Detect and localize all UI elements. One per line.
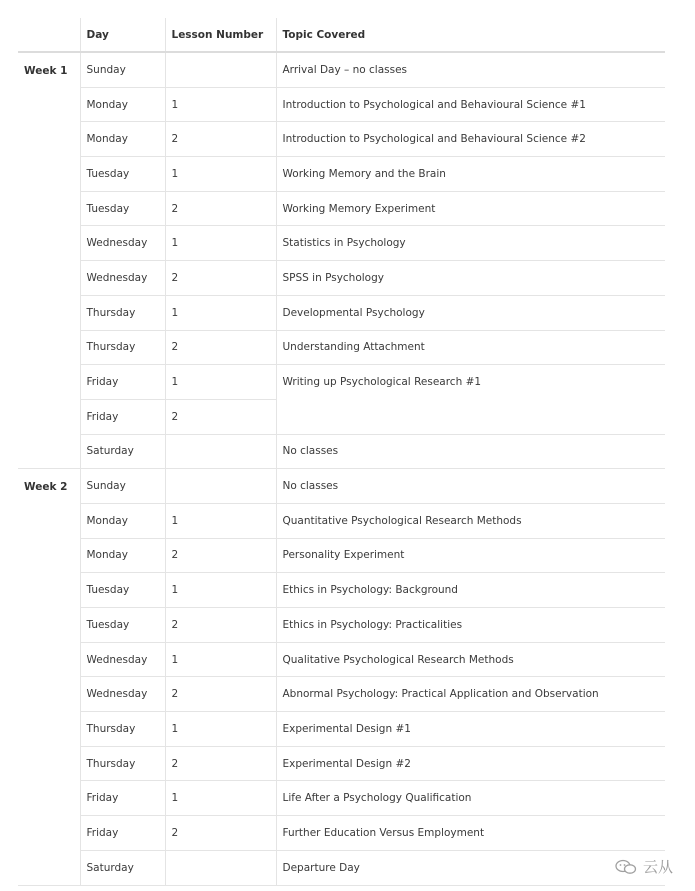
lesson-number-cell: 2 [165, 816, 276, 851]
table-row [18, 608, 665, 643]
topic-cell: Personality Experiment [276, 538, 665, 573]
table-row [18, 330, 665, 365]
lesson-number-cell [165, 850, 276, 885]
chat-bubble-icon [615, 858, 637, 876]
table-row [18, 712, 665, 747]
day-cell: Sunday [80, 469, 165, 504]
watermark [615, 856, 673, 877]
header-topic-covered: Topic Covered [276, 18, 665, 52]
day-cell: Wednesday [80, 261, 165, 296]
table-row [18, 850, 665, 885]
topic-cell: Statistics in Psychology [276, 226, 665, 261]
lesson-number-cell: 1 [165, 365, 276, 400]
table-row [18, 261, 665, 296]
table-row [18, 781, 665, 816]
lesson-number-cell: 1 [165, 642, 276, 677]
week-label: Week 1 [18, 52, 80, 469]
table-row [18, 226, 665, 261]
header-row [18, 18, 665, 52]
topic-cell: No classes [276, 434, 665, 469]
day-cell: Saturday [80, 434, 165, 469]
table-row [18, 469, 665, 504]
topic-cell: Understanding Attachment [276, 330, 665, 365]
table-row [18, 677, 665, 712]
table-row [18, 816, 665, 851]
table-row [18, 365, 665, 400]
table-body [18, 52, 665, 885]
table-row [18, 642, 665, 677]
topic-cell: Working Memory Experiment [276, 191, 665, 226]
table-row [18, 122, 665, 157]
schedule-table [18, 18, 665, 886]
day-cell: Tuesday [80, 157, 165, 192]
lesson-number-cell: 1 [165, 712, 276, 747]
topic-cell: Introduction to Psychological and Behavioural Science #2 [276, 122, 665, 157]
day-cell: Friday [80, 365, 165, 400]
topic-cell: Developmental Psychology [276, 295, 665, 330]
day-cell: Monday [80, 538, 165, 573]
lesson-number-cell: 2 [165, 330, 276, 365]
table-row [18, 191, 665, 226]
topic-cell: Writing up Psychological Research #1 [276, 365, 665, 434]
topic-cell: Ethics in Psychology: Background [276, 573, 665, 608]
topic-cell: SPSS in Psychology [276, 261, 665, 296]
day-cell: Thursday [80, 746, 165, 781]
table-row [18, 52, 665, 87]
lesson-number-cell [165, 434, 276, 469]
lesson-number-cell: 2 [165, 191, 276, 226]
day-cell: Wednesday [80, 226, 165, 261]
day-cell: Wednesday [80, 677, 165, 712]
watermark-text: 云从 [642, 858, 673, 876]
topic-cell: Ethics in Psychology: Practicalities [276, 608, 665, 643]
day-cell: Friday [80, 781, 165, 816]
header-day: Day [80, 18, 165, 52]
day-cell: Saturday [80, 850, 165, 885]
day-cell: Sunday [80, 52, 165, 87]
lesson-number-cell: 1 [165, 226, 276, 261]
day-cell: Tuesday [80, 191, 165, 226]
day-cell: Friday [80, 399, 165, 434]
lesson-number-cell: 1 [165, 503, 276, 538]
topic-cell: Life After a Psychology Qualification [276, 781, 665, 816]
topic-cell: Quantitative Psychological Research Methods [276, 503, 665, 538]
table-row [18, 434, 665, 469]
table-header [18, 18, 665, 52]
lesson-number-cell: 2 [165, 746, 276, 781]
lesson-number-cell: 1 [165, 295, 276, 330]
table-row [18, 538, 665, 573]
day-cell: Thursday [80, 330, 165, 365]
table-row [18, 87, 665, 122]
lesson-number-cell: 2 [165, 122, 276, 157]
topic-cell: Arrival Day – no classes [276, 52, 665, 87]
lesson-number-cell: 2 [165, 608, 276, 643]
table-row [18, 157, 665, 192]
lesson-number-cell [165, 469, 276, 504]
lesson-number-cell: 1 [165, 87, 276, 122]
topic-cell: Working Memory and the Brain [276, 157, 665, 192]
lesson-number-cell: 1 [165, 157, 276, 192]
topic-cell: Qualitative Psychological Research Methods [276, 642, 665, 677]
lesson-number-cell: 2 [165, 399, 276, 434]
table-row [18, 503, 665, 538]
topic-cell: Experimental Design #1 [276, 712, 665, 747]
day-cell: Thursday [80, 712, 165, 747]
topic-cell: Abnormal Psychology: Practical Application and Observation [276, 677, 665, 712]
day-cell: Tuesday [80, 573, 165, 608]
day-cell: Monday [80, 122, 165, 157]
topic-cell: No classes [276, 469, 665, 504]
lesson-number-cell: 2 [165, 677, 276, 712]
lesson-number-cell: 2 [165, 261, 276, 296]
day-cell: Wednesday [80, 642, 165, 677]
topic-cell: Experimental Design #2 [276, 746, 665, 781]
day-cell: Monday [80, 503, 165, 538]
day-cell: Tuesday [80, 608, 165, 643]
lesson-number-cell [165, 52, 276, 87]
table-row [18, 746, 665, 781]
topic-cell: Further Education Versus Employment [276, 816, 665, 851]
day-cell: Friday [80, 816, 165, 851]
topic-cell: Departure Day [276, 850, 665, 885]
topic-cell: Introduction to Psychological and Behavioural Science #1 [276, 87, 665, 122]
header-lesson-number: Lesson Number [165, 18, 276, 52]
table-row [18, 295, 665, 330]
day-cell: Monday [80, 87, 165, 122]
header-week [18, 18, 80, 52]
lesson-number-cell: 1 [165, 573, 276, 608]
lesson-number-cell: 1 [165, 781, 276, 816]
day-cell: Thursday [80, 295, 165, 330]
week-label: Week 2 [18, 469, 80, 885]
table-row [18, 573, 665, 608]
lesson-number-cell: 2 [165, 538, 276, 573]
